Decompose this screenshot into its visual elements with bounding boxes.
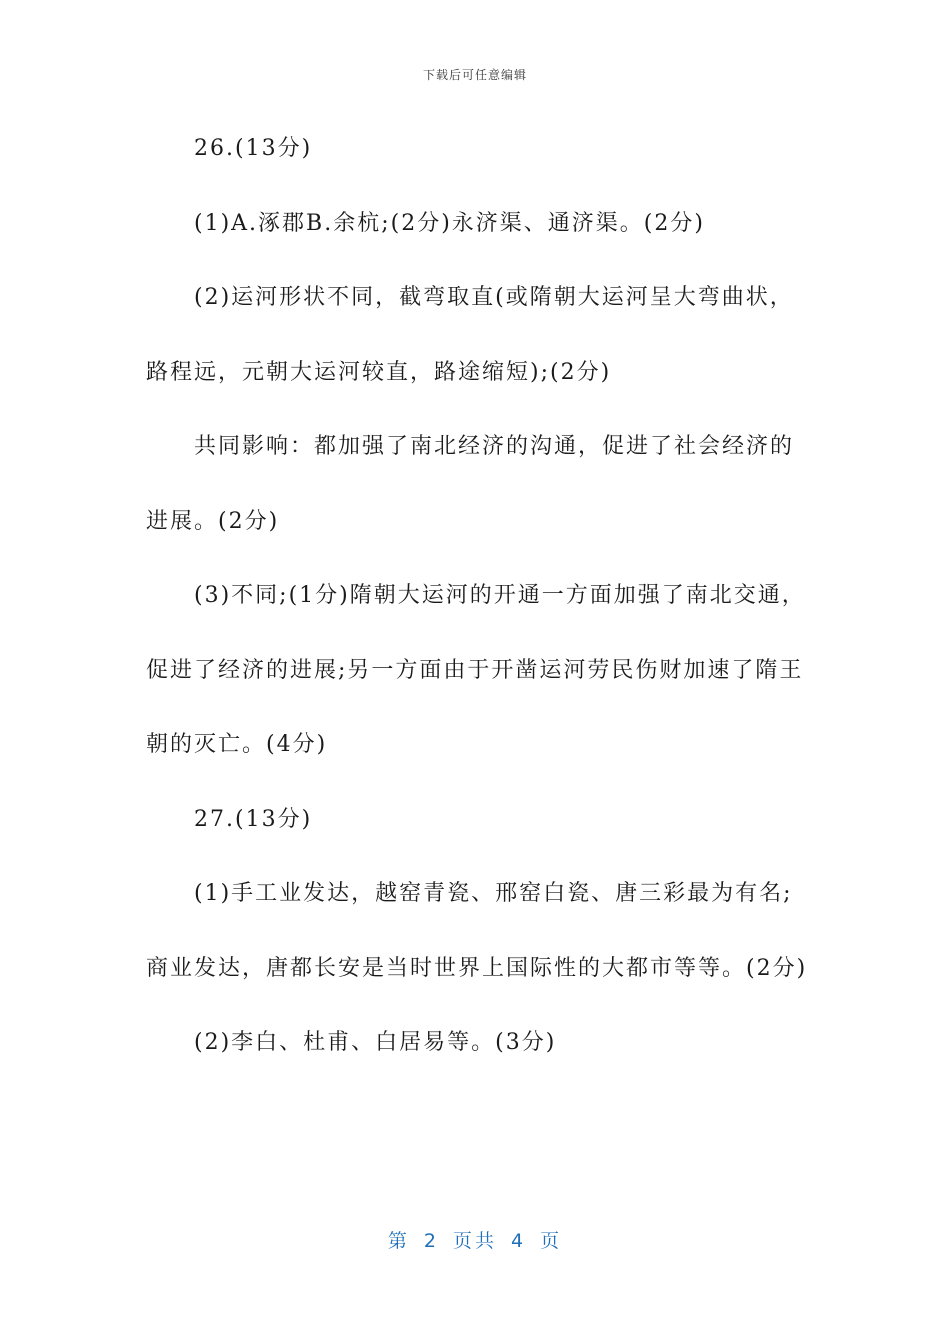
footer-prefix: 第 xyxy=(387,1230,410,1252)
section-heading-26: 26.(13分) xyxy=(194,136,313,161)
answer-paragraph: (3)不同;(1分)隋朝大运河的开通一方面加强了南北交通，促进了经济的进展;另一方面由于开凿运河劳民伤财加速了隋王朝的灭亡。(4分) xyxy=(146,583,806,757)
answer-paragraph: 共同影响：都加强了南北经济的沟通，促进了社会经济的进展。(2分) xyxy=(146,434,795,534)
footer-middle: 页共 xyxy=(452,1230,497,1252)
section-heading-27: 27.(13分) xyxy=(194,806,313,832)
document-body xyxy=(146,112,811,1081)
page-footer xyxy=(0,1226,950,1253)
current-page-number: 2 xyxy=(423,1230,439,1252)
total-page-count: 4 xyxy=(511,1230,527,1252)
answer-paragraph: (1)手工业发达，越窑青瓷、邢窑白瓷、唐三彩最为有名;商业发达，唐都长安是当时世界上国际性的大都市等等。(2分) xyxy=(146,881,808,981)
page-header: 下载后可任意编辑 xyxy=(422,68,527,82)
answer-paragraph: (2)运河形状不同，截弯取直(或隋朝大运河呈大弯曲状，路程远，元朝大运河较直，路途缩短);(2分) xyxy=(146,285,794,385)
answer-paragraph: (1)A.涿郡B.余杭;(2分)永济渠、通济渠。(2分) xyxy=(194,210,705,236)
footer-suffix: 页 xyxy=(540,1230,563,1252)
answer-paragraph: (2)李白、杜甫、白居易等。(3分) xyxy=(194,1030,557,1055)
